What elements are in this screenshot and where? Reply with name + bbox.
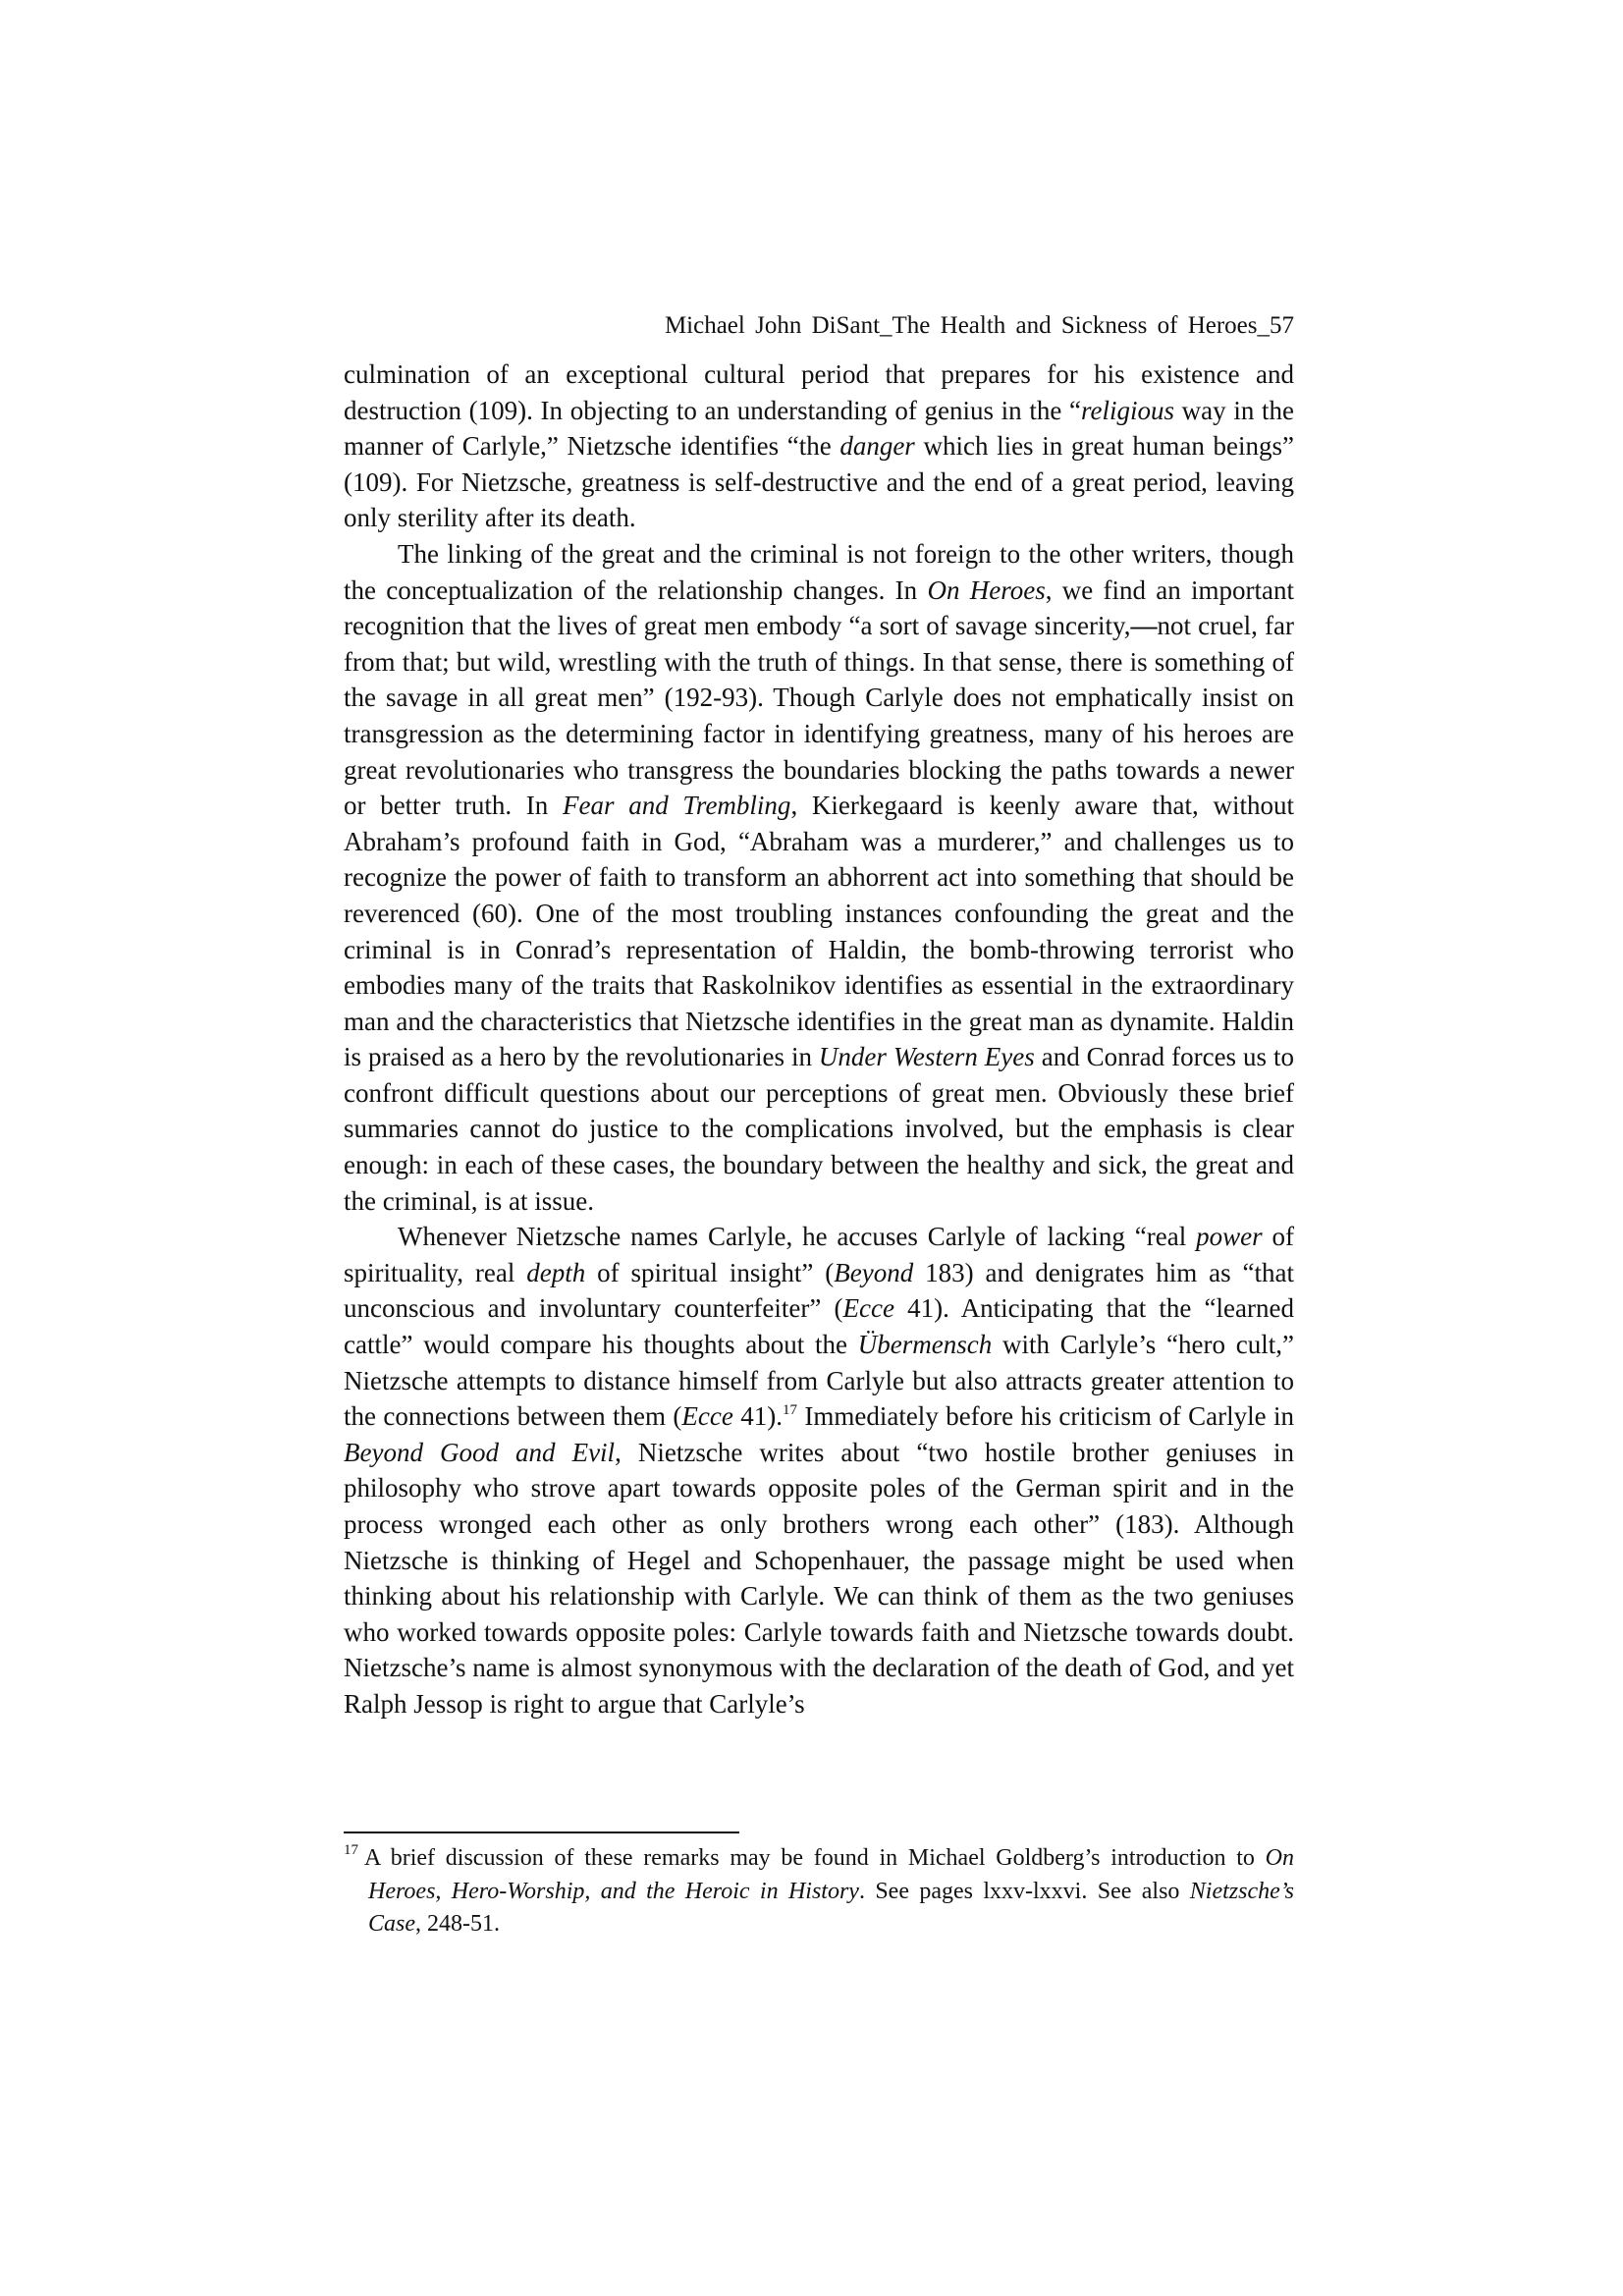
text-run: of spiritual insight” ( bbox=[585, 1257, 835, 1287]
text-run: , Nietzsche writes about “two hostile brother geniuses in philosophy who strove apart towards opposite poles of the German spirit and in the process wronged each other as only brothers wrong each other” (183). Although Nietzsche is thinking of Hegel and Schopenhauer, the passage might be used when thinking about his relationship with Carlyle. We can think of them as the two geniuses who worked towards opposite poles: Carlyle towards faith and Nietzsche towards doubt. Nietzsche’s name is almost synonymous with the declaration of the death of God, and yet Ralph Jessop is right to argue that Carlyle’s bbox=[344, 1437, 1294, 1719]
footnote-number: 17 bbox=[344, 1842, 358, 1858]
paragraph-1 bbox=[344, 356, 1294, 536]
text-run: , we find an important recognition that the lives of great men embody “a sort of savage sincerity, bbox=[344, 574, 1294, 641]
em-dash: — bbox=[1130, 611, 1158, 641]
footnote-separator bbox=[344, 1831, 739, 1833]
text-run: with Carlyle’s “hero cult,” Nietzsche attempts to distance himself from Carlyle but also attracts greater attention to the connections between them ( bbox=[344, 1330, 1294, 1432]
footnote-17 bbox=[344, 1842, 1294, 1941]
italic-run: religious bbox=[1080, 395, 1174, 425]
text-run: . See pages lxxv-lxxvi. See also bbox=[858, 1878, 1190, 1904]
footnote-text bbox=[364, 1845, 1294, 1937]
text-run: Immediately before his criticism of Carlyle in bbox=[796, 1401, 1294, 1432]
italic-run: Beyond Good and Evil bbox=[344, 1437, 616, 1467]
running-head: Michael John DiSant_The Health and Sickness of Heroes_57 bbox=[664, 312, 1294, 339]
text-run: The linking of the great and the criminal is not foreign to the other writers, though the conceptualization of the relationship changes. In bbox=[344, 538, 1294, 605]
body-text bbox=[344, 356, 1294, 1722]
text-run: and Conrad forces us to confront difficult questions about our perceptions of great men. Obviously these brief summaries cannot do justice to the complications involved, but the emphasis is clear enough: in each of these cases, the boundary between the healthy and sick, the great and the criminal, is at issue. bbox=[344, 1042, 1294, 1216]
text-run: culmination of an exceptional cultural period that prepares for his existence and destruction (109). In objecting to an understanding of genius in the “ bbox=[344, 359, 1294, 425]
italic-run: On Heroes, Hero-Worship, and the Heroic in History bbox=[368, 1845, 1294, 1904]
italic-run: Nietzsche’s Case bbox=[368, 1878, 1294, 1937]
text-run: 41). bbox=[732, 1401, 783, 1432]
text-run: of spirituality, real bbox=[344, 1222, 1294, 1287]
italic-run: Fear and Trembling bbox=[563, 791, 791, 821]
italic-run: power bbox=[1196, 1222, 1263, 1252]
text-run: 183) and denigrates him as “that unconscious and involuntary counterfeiter” ( bbox=[344, 1257, 1294, 1324]
text-run: A brief discussion of these remarks may be found in Michael Goldberg’s introduction to bbox=[364, 1845, 1266, 1871]
italic-run: depth bbox=[526, 1257, 586, 1287]
italic-run: Beyond bbox=[834, 1257, 914, 1287]
footnote-section bbox=[344, 1842, 1294, 1941]
text-run: way in the manner of Carlyle,” Nietzsche identifies “the bbox=[344, 395, 1294, 462]
text-run: not cruel, far from that; but wild, wrestling with the truth of things. In that sense, there is something of the savage in all great men” (192-93). Though Carlyle does not emphatically insist on transgression as the determining factor in identifying greatness, many of his heroes are great revolutionaries who transgress the boundaries blocking the paths towards a newer or better truth. In bbox=[344, 611, 1294, 821]
italic-run: Ecce bbox=[681, 1401, 733, 1432]
italic-run: danger bbox=[839, 431, 915, 462]
italic-run: Ecce bbox=[842, 1293, 894, 1324]
text-run: , 248-51. bbox=[415, 1911, 500, 1937]
text-run: 41). Anticipating that the “learned cattle” would compare his thoughts about the bbox=[344, 1293, 1294, 1360]
paragraph-3 bbox=[344, 1219, 1294, 1722]
text-run: which lies in great human beings” (109). For Nietzsche, greatness is self-destructive and the end of a great period, leaving only sterility after its death. bbox=[344, 431, 1295, 533]
italic-run: Under Western Eyes bbox=[818, 1042, 1035, 1072]
paragraph-2 bbox=[344, 536, 1294, 1219]
text-run: , Kierkegaard is keenly aware that, without Abraham’s profound faith in God, “Abraham was a murderer,” and challenges us to recognize the power of faith to transform an abhorrent act into something that should be reverenced (60). One of the most troubling instances confounding the great and the criminal is in Conrad’s representation of Haldin, the bomb-throwing terrorist who embodies many of the traits that Raskolnikov identifies as essential in the extraordinary man and the characteristics that Nietzsche identifies in the great man as dynamite. Haldin is praised as a hero by the revolutionaries in bbox=[344, 791, 1294, 1072]
italic-run: Übermensch bbox=[857, 1330, 993, 1360]
footnote-reference: 17 bbox=[782, 1402, 797, 1419]
text-run: Whenever Nietzsche names Carlyle, he accuses Carlyle of lacking “real bbox=[398, 1222, 1197, 1252]
italic-run: On Heroes bbox=[927, 574, 1046, 605]
